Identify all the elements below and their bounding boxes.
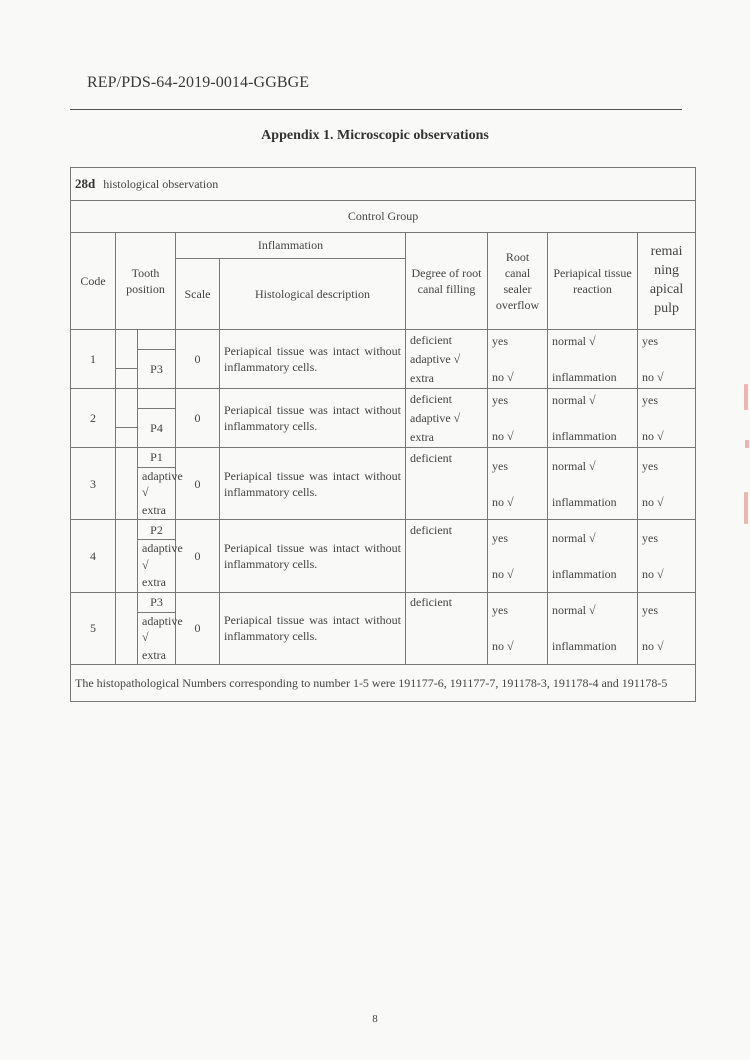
degree-extra: extra [138,573,176,593]
pulp-no: no √ [642,639,664,654]
overflow-yes: yes [492,603,508,618]
header-periapical-reaction: Periapical tissue reaction [548,233,638,330]
pulp-no: no √ [642,429,664,443]
header-sealer-overflow: Root canal sealer overflow [488,233,548,330]
overflow-no: no √ [492,429,514,443]
table-title-row [71,168,696,201]
overflow-no: no √ [492,567,514,582]
tooth-position: P3 [138,592,176,612]
header-degree-filling: Degree of root canal filling [406,233,488,330]
stamp-edge-mark [744,384,748,410]
footnote-text: The histopathological Numbers corresponding to number 1-5 were 191177-6, 191177-7, 191178-3, 191178-4 and 191178-5 [71,665,696,702]
reaction-normal: normal √ [552,458,596,473]
group-name: Control Group [71,201,696,233]
footnote-row [71,665,696,702]
document-id: REP/PDS-64-2019-0014-GGBGE [87,74,310,91]
table-row [71,448,696,468]
header-code: Code [71,233,116,330]
row-description: Periapical tissue was intact without inflammatory cells. [220,592,406,664]
pulp-yes: yes [642,392,658,407]
degree-adaptive: adaptive √ [138,612,176,645]
degree-extra: extra [406,428,488,448]
degree-adaptive: adaptive √ [138,468,176,501]
overflow-yes: yes [492,458,508,473]
row-code: 5 [71,592,116,664]
row-code: 1 [71,330,116,389]
pulp-no: no √ [642,494,664,509]
degree-deficient: deficient [406,448,488,468]
row-description: Periapical tissue was intact without inflammatory cells. [220,520,406,592]
header-inflammation: Inflammation [176,233,406,259]
row-scale: 0 [176,389,220,448]
degree-extra: extra [138,645,176,665]
pulp-no: no √ [642,370,664,384]
overflow-yes: yes [492,530,508,545]
overflow-yes: yes [492,392,508,407]
pulp-yes: yes [642,530,658,545]
degree-adaptive: adaptive √ [138,540,176,573]
appendix-title: Appendix 1. Microscopic observations [261,128,489,143]
pulp-yes: yes [642,603,658,618]
reaction-inflammation: inflammation [552,567,617,582]
header-tooth-position: Tooth position [116,233,176,330]
header-row-1 [71,233,696,259]
tooth-position: P4 [138,409,176,448]
row-code: 2 [71,389,116,448]
degree-extra: extra [406,369,488,389]
reaction-normal: normal √ [552,333,596,348]
day-label: 28d [75,176,96,192]
row-code: 4 [71,520,116,592]
reaction-normal: normal √ [552,530,596,545]
reaction-normal: normal √ [552,392,596,407]
pulp-yes: yes [642,333,658,348]
group-row [71,201,696,233]
degree-adaptive: adaptive √ [406,350,488,369]
tooth-position: P3 [138,350,176,389]
tooth-position: P2 [138,520,176,540]
table-row [71,592,696,612]
degree-extra: extra [138,500,176,520]
overflow-yes: yes [492,333,508,348]
degree-deficient: deficient [406,389,488,409]
row-description: Periapical tissue was intact without inflammatory cells. [220,389,406,448]
header-histological-description: Histological description [220,259,406,330]
pulp-no: no √ [642,567,664,582]
reaction-inflammation: inflammation [552,639,617,654]
table-row [71,520,696,540]
observation-table [70,167,696,702]
row-scale: 0 [176,592,220,664]
degree-deficient: deficient [406,592,488,612]
pulp-yes: yes [642,458,658,473]
row-scale: 0 [176,520,220,592]
page-number: 8 [372,1013,378,1025]
header-remaining-pulp: remai ning apical pulp [638,233,696,330]
row-description: Periapical tissue was intact without inflammatory cells. [220,330,406,389]
overflow-no: no √ [492,494,514,509]
degree-adaptive: adaptive √ [406,409,488,428]
reaction-inflammation: inflammation [552,429,617,443]
overflow-no: no √ [492,370,514,384]
row-code: 3 [71,448,116,520]
header-scale: Scale [176,259,220,330]
stamp-edge-mark [745,440,749,448]
reaction-normal: normal √ [552,603,596,618]
observation-type: histological observation [103,177,219,192]
row-scale: 0 [176,330,220,389]
reaction-inflammation: inflammation [552,494,617,509]
table-row [71,389,696,409]
stamp-edge-mark [744,492,748,524]
row-description: Periapical tissue was intact without inflammatory cells. [220,448,406,520]
table-row [71,330,696,350]
header-rule [70,109,682,110]
row-scale: 0 [176,448,220,520]
tooth-position: P1 [138,448,176,468]
degree-deficient: deficient [406,520,488,540]
overflow-no: no √ [492,639,514,654]
degree-deficient: deficient [406,330,488,350]
reaction-inflammation: inflammation [552,370,617,384]
